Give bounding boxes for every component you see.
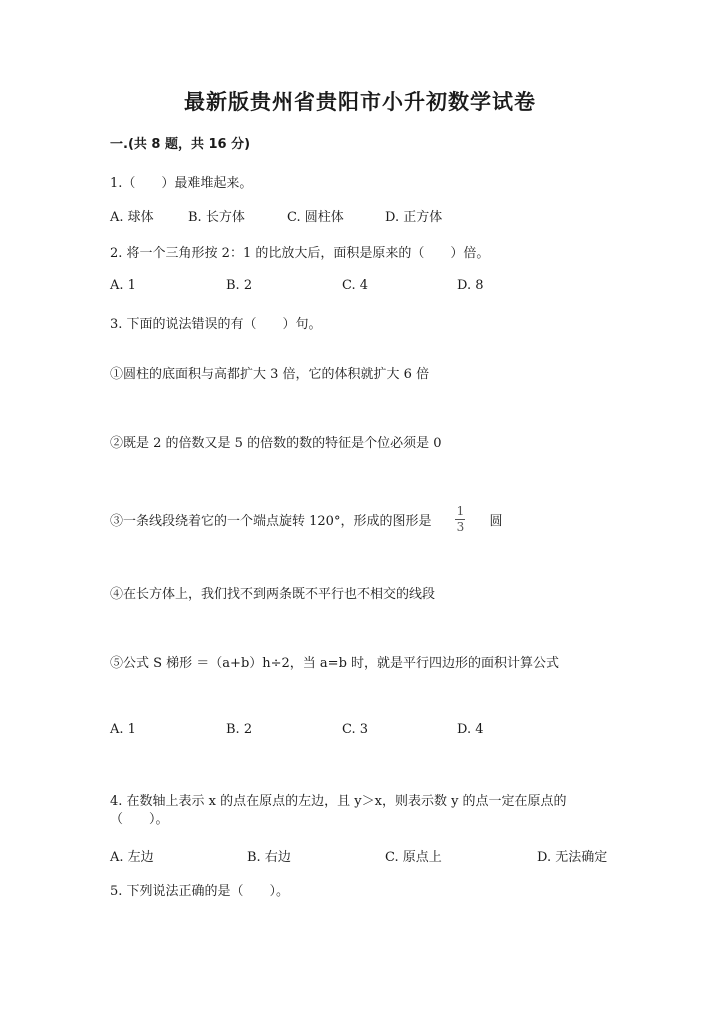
q3-statement-1: ①圆柱的底面积与高都扩大 3 倍，它的体积就扩大 6 倍: [110, 367, 430, 382]
q3-statement-3: [110, 505, 502, 534]
q3-statement-3-text: ③一条线段绕着它的一个端点旋转 120°，形成的图形是: [110, 514, 432, 529]
fraction-denominator: 3: [456, 520, 465, 534]
question-5-text: 5. 下列说法正确的是（ ）。: [110, 884, 290, 899]
question-2-text: 2. 将一个三角形按 2：1 的比放大后，面积是原来的（ ）倍。: [110, 246, 490, 261]
section-heading: 一.(共 8 题，共 16 分): [110, 137, 251, 152]
q2-option-b: B. 2: [226, 278, 253, 293]
q1-option-b: B. 长方体: [188, 210, 245, 225]
question-3-text: 3. 下面的说法错误的有（ ）句。: [110, 317, 322, 332]
q2-option-c: C. 4: [342, 278, 369, 293]
one-third-fraction: [455, 505, 465, 534]
q4-option-d: D. 无法确定: [537, 850, 608, 865]
q3-option-b: B. 2: [226, 722, 253, 737]
q1-option-a: A. 球体: [110, 210, 154, 225]
q4-option-b: B. 右边: [247, 850, 291, 865]
q2-option-d: D. 8: [457, 278, 484, 293]
q3-statement-4: ④在长方体上，我们找不到两条既不平行也不相交的线段: [110, 587, 436, 602]
question-4-text-line-2: （ ）。: [110, 812, 169, 827]
question-1-text: 1.（ ）最难堆起来。: [110, 176, 253, 191]
q1-option-c: C. 圆柱体: [287, 210, 344, 225]
q3-option-a: A. 1: [110, 722, 136, 737]
q3-option-c: C. 3: [342, 722, 369, 737]
q3-option-d: D. 4: [457, 722, 484, 737]
q3-statement-2: ②既是 2 的倍数又是 5 的倍数的数的特征是个位必须是 0: [110, 436, 442, 451]
q3-statement-3-suffix: 圆: [489, 514, 503, 529]
q4-option-c: C. 原点上: [385, 850, 442, 865]
fraction-numerator: 1: [456, 504, 465, 518]
q4-option-a: A. 左边: [110, 850, 154, 865]
q1-option-d: D. 正方体: [385, 210, 443, 225]
question-4-text-line-1: 4. 在数轴上表示 x 的点在原点的左边，且 y＞x，则表示数 y 的点一定在原点的: [110, 794, 567, 809]
q2-option-a: A. 1: [110, 278, 136, 293]
q3-statement-5: ⑤公式 S 梯形 ＝（a+b）h÷2，当 a=b 时，就是平行四边形的面积计算公式: [110, 656, 560, 671]
page-title: 最新版贵州省贵阳市小升初数学试卷: [184, 90, 536, 114]
